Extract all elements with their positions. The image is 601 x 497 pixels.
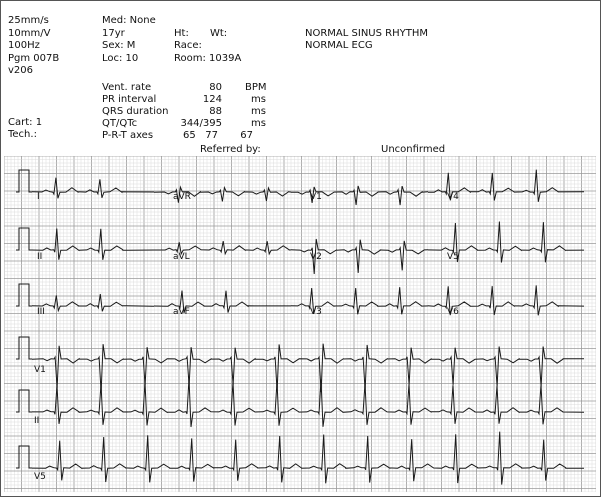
lead-label-V6: V6 (447, 307, 459, 317)
lead-label-I: I (37, 192, 40, 202)
ecg-rhythm-strip-1 (32, 344, 584, 393)
cart: Cart: 1 (8, 117, 43, 128)
calibration-pulse (16, 337, 32, 359)
interpretation-line-1: NORMAL SINUS RHYTHM (305, 28, 428, 39)
weight: Wt: (210, 28, 228, 39)
measure-label-qrs: QRS duration (102, 106, 169, 117)
lead-label-V1: V1 (310, 192, 322, 202)
measure-value-pr: 124 (202, 94, 222, 105)
lead-label-aVL: aVL (173, 252, 190, 262)
measure-value-qrs: 88 (209, 106, 222, 117)
measure-value-qt: 344/395 (180, 118, 222, 129)
measure-label-axes: P-R-T axes (102, 130, 154, 141)
ecg-trace-row1-col1 (32, 178, 154, 199)
ecg-strip (4, 156, 596, 492)
sex: Sex: M (102, 40, 136, 51)
ecg-graph (4, 156, 596, 492)
lead-label-V5: V5 (447, 252, 459, 262)
interpretation-line-2: NORMAL ECG (305, 40, 373, 51)
gain: 10mm/V (8, 28, 51, 39)
ecg-trace-row3-col1 (32, 294, 154, 311)
referred-by: Referred by: (200, 144, 261, 155)
measure-unit-pr: ms (251, 94, 266, 105)
rhythm-label-V5: V5 (34, 472, 46, 482)
measure-value-vent-rate: 80 (209, 82, 222, 93)
height: Ht: (174, 28, 189, 39)
lead-label-II: II (37, 252, 43, 262)
room: Room: 1039A (174, 53, 242, 64)
program: Pgm 007B (8, 53, 60, 64)
calibration-pulse (16, 228, 32, 250)
rhythm-label-II: II (34, 416, 40, 426)
measure-unit-qrs: ms (251, 106, 266, 117)
paper-speed: 25mm/s (8, 15, 49, 26)
lead-label-aVF: aVF (173, 307, 190, 317)
location: Loc: 10 (102, 53, 139, 64)
calibration-pulse (16, 284, 32, 306)
measure-label-pr: PR interval (102, 94, 157, 105)
technician: Tech.: (8, 129, 37, 140)
lead-label-V2: V2 (310, 252, 322, 262)
measure-unit-qt: ms (251, 118, 266, 129)
version: v206 (8, 65, 34, 76)
age: 17yr (102, 28, 125, 39)
measure-value-axes: 65 77 67 (183, 130, 253, 141)
lead-label-V4: V4 (447, 192, 459, 202)
lead-label-V3: V3 (310, 307, 322, 317)
measure-unit-vent-rate: BPM (245, 82, 267, 93)
measure-label-qt: QT/QTc (102, 118, 138, 129)
medication: Med: None (102, 15, 156, 26)
lead-label-III: III (37, 307, 45, 317)
measure-label-vent-rate: Vent. rate (102, 82, 152, 93)
lead-label-aVR: aVR (173, 192, 191, 202)
ecg-rhythm-strip-2 (32, 378, 584, 427)
confirmation-status: Unconfirmed (381, 144, 446, 155)
filter: 100Hz (8, 40, 40, 51)
rhythm-label-V1: V1 (34, 365, 46, 375)
race: Race: (174, 40, 202, 51)
